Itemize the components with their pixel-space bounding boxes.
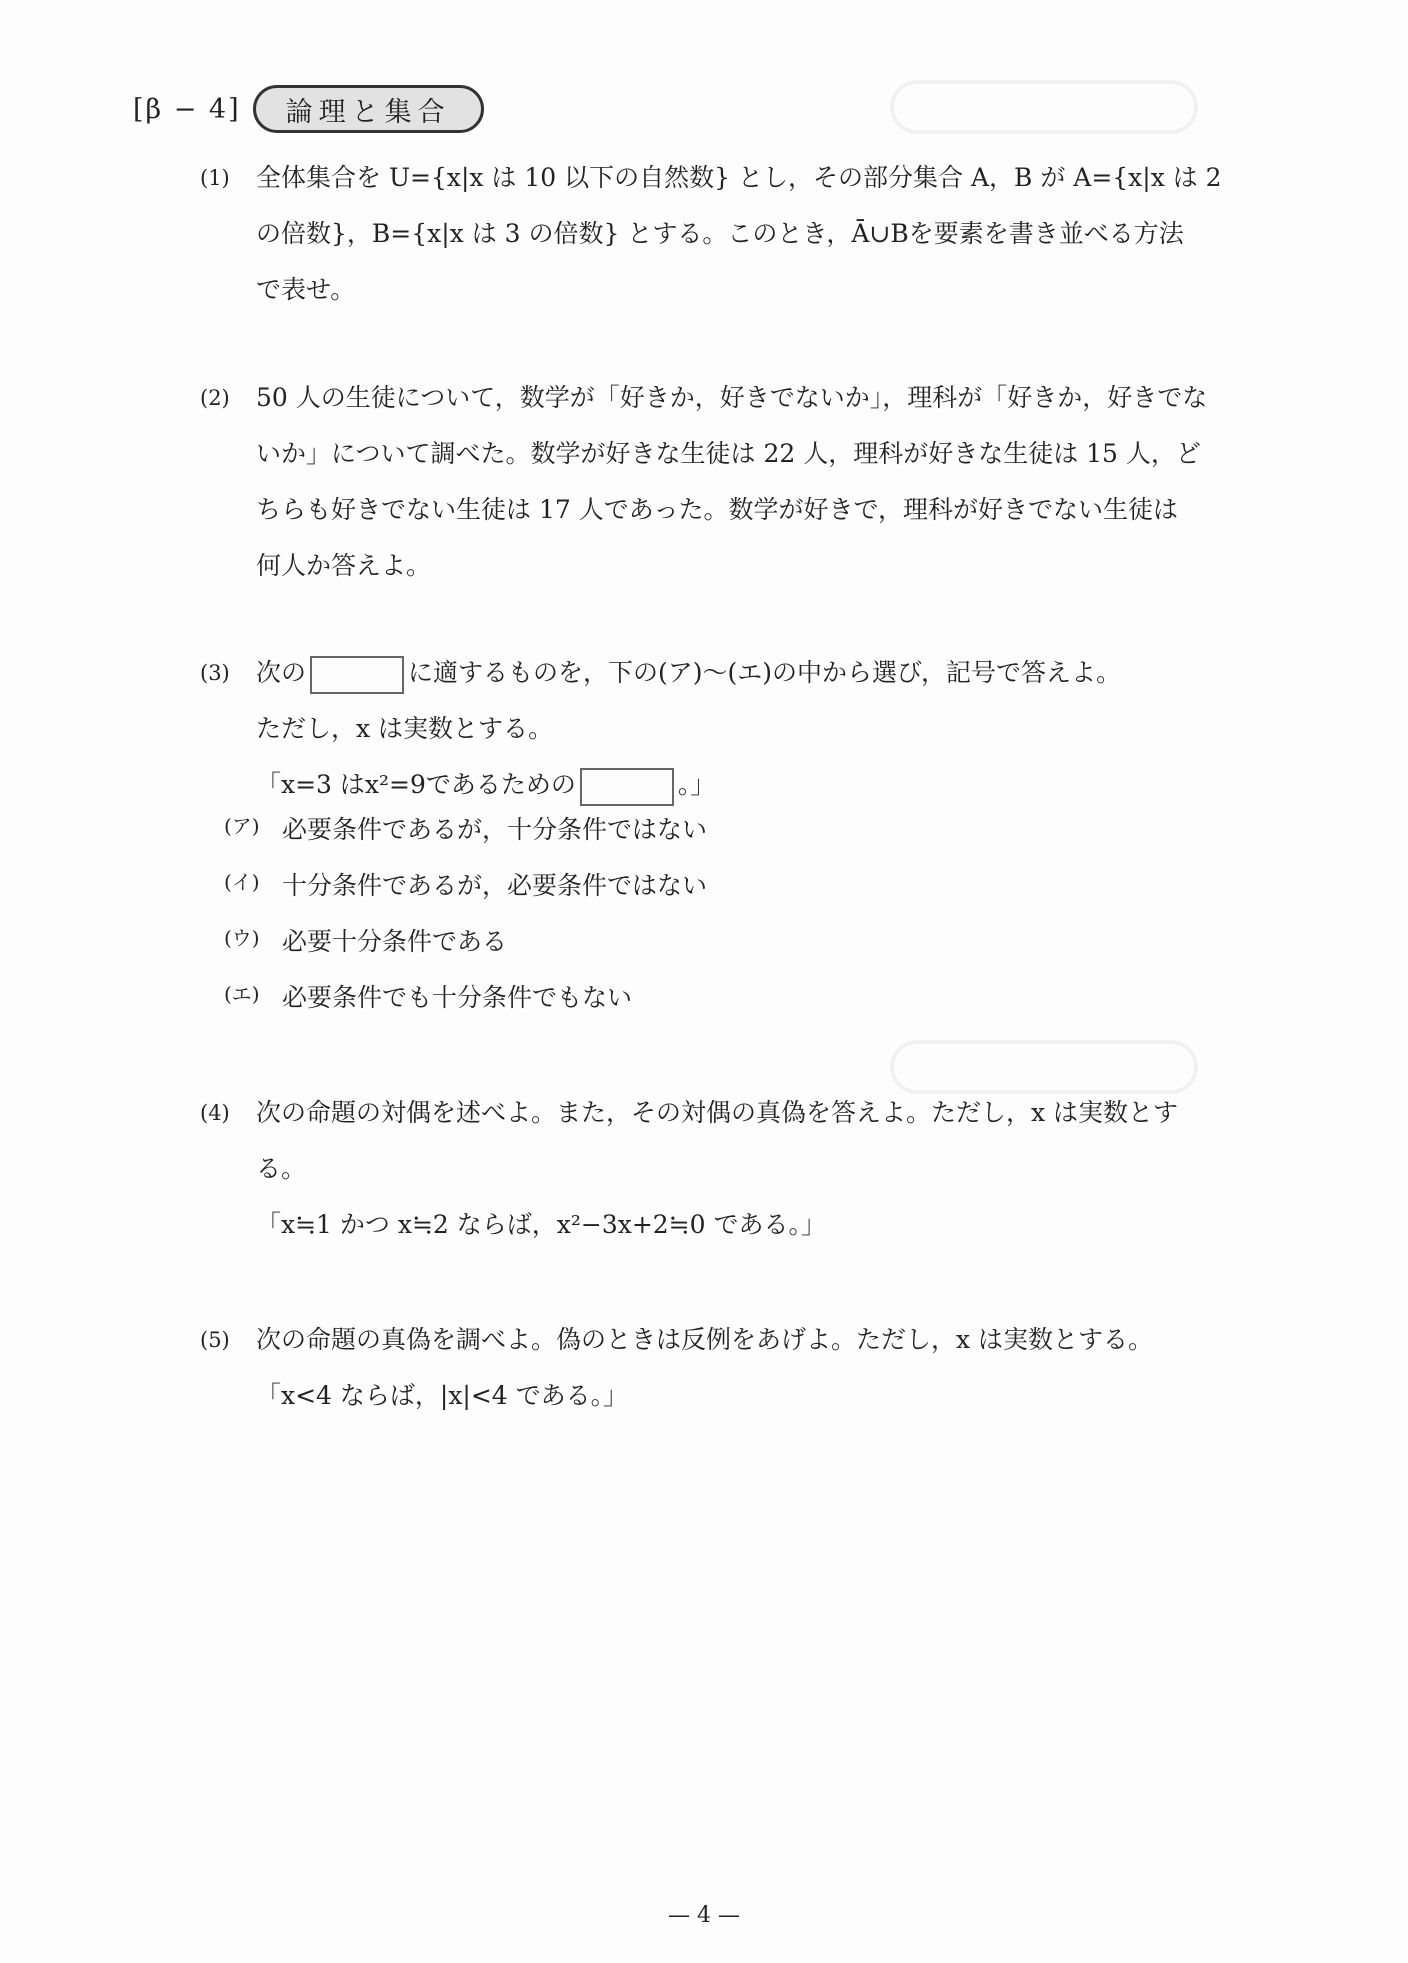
section-label: [β − 4] [133, 93, 241, 125]
choice-item [224, 978, 1124, 1034]
problem-number: (5) [200, 1328, 230, 1352]
problem-statement: 「x≒1 かつ x≒2 ならば，x²−3x+2≒0 である。」 [256, 1210, 826, 1239]
blank-box [580, 768, 674, 806]
problem-text-part: に適するものを，下の(ア)〜(エ)の中から選び，記号で答えよ。 [408, 658, 1122, 687]
problem-text-part: 。」 [677, 770, 716, 799]
problem-text-line: の倍数}，B={x|x は 3 の倍数} とする。このとき，Ā∪Bを要素を書き並べる方法 [256, 219, 1184, 248]
choice-text: 必要条件であるが，十分条件ではない [282, 815, 708, 844]
choice-text: 必要条件でも十分条件でもない [282, 983, 633, 1012]
problem-number: (2) [200, 386, 230, 410]
problem-text-part: 「x=3 はx²=9であるための [256, 770, 576, 799]
problem-text-line: いか」について調べた。数学が好きな生徒は 22 人，理科が好きな生徒は 15 人，ど [256, 439, 1201, 468]
choice-item [224, 810, 1124, 866]
problem-statement [256, 757, 1296, 813]
show-through-mark [890, 80, 1198, 134]
section-title: 論理と集合 [253, 85, 484, 133]
choice-mark: (ウ) [224, 926, 260, 950]
choice-mark: (イ) [224, 870, 260, 894]
problem-number: (1) [200, 166, 230, 190]
problem-text-line [256, 645, 1296, 701]
problem-text-part: 次の [256, 658, 307, 687]
problem-text-line: ちらも好きでない生徒は 17 人であった。数学が好きで，理科が好きでない生徒は [256, 495, 1178, 524]
choice-text: 必要十分条件である [282, 927, 508, 956]
choice-item [224, 866, 1124, 922]
choice-text: 十分条件であるが，必要条件ではない [282, 871, 708, 900]
problem-text-line: 50 人の生徒について，数学が「好きか，好きでないか」，理科が「好きか，好きでな [256, 383, 1208, 412]
problem-statement: 「x<4 ならば，|x|<4 である。」 [256, 1381, 629, 1410]
problem-text-line: る。 [256, 1154, 307, 1183]
choice-mark: (ア) [224, 814, 260, 838]
problem-text-line: 次の命題の対偶を述べよ。また，その対偶の真偽を答えよ。ただし，x は実数とす [256, 1098, 1179, 1127]
choice-mark: (エ) [224, 982, 260, 1006]
problem-text-line: 何人か答えよ。 [256, 551, 432, 580]
blank-box [310, 656, 404, 694]
section-header [133, 84, 484, 134]
problem-text-line: ただし，x は実数とする。 [256, 714, 554, 743]
problem-number: (4) [200, 1101, 230, 1125]
problem-text-line: 全体集合を U={x|x は 10 以下の自然数} とし，その部分集合 A，B が A={x|x は 2 [256, 163, 1222, 192]
problem-text-line: で表せ。 [256, 275, 356, 304]
problem-number: (3) [200, 661, 230, 685]
page-number: — 4 — [668, 1903, 740, 1928]
choice-item [224, 922, 1124, 978]
problem-text-line: 次の命題の真偽を調べよ。偽のときは反例をあげよ。ただし，x は実数とする。 [256, 1325, 1154, 1354]
